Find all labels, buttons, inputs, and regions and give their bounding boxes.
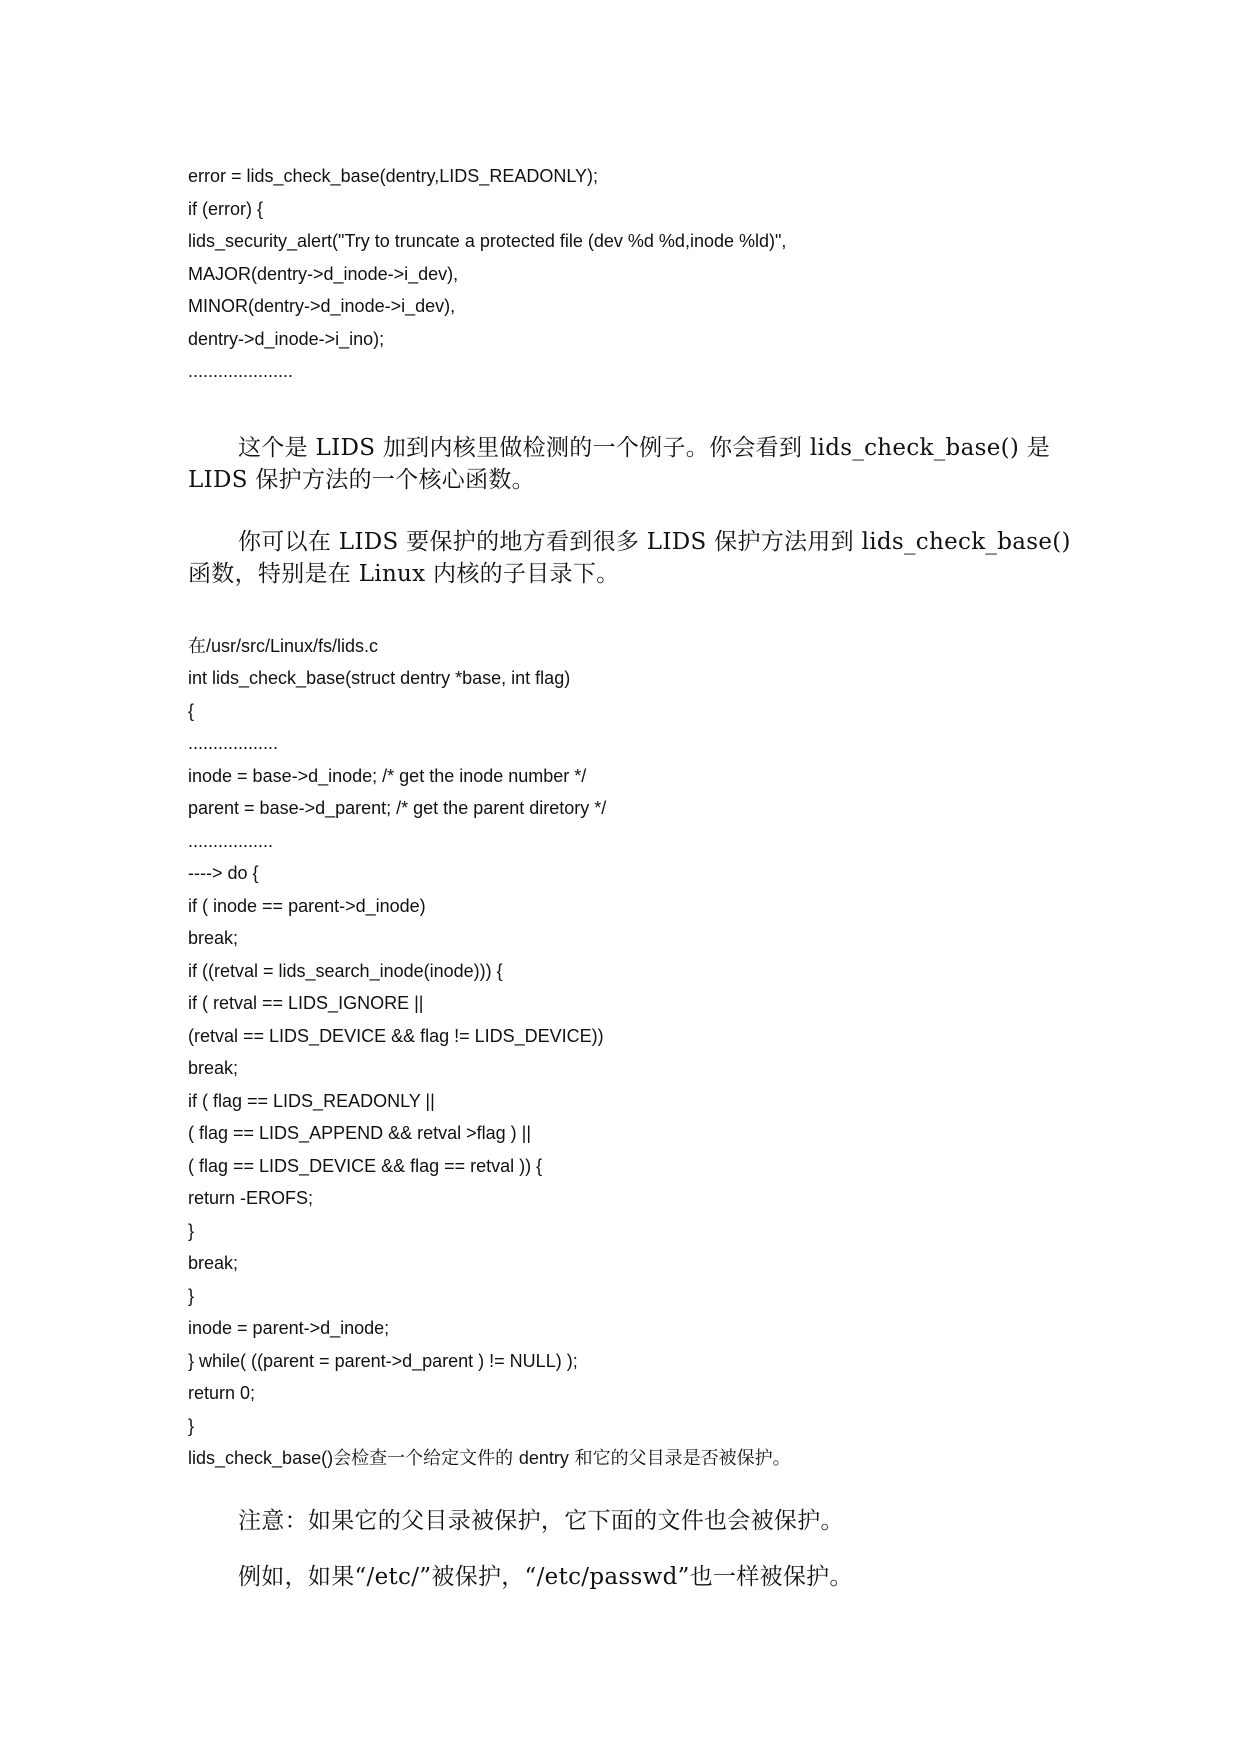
code-line: if ( retval == LIDS_IGNORE || — [188, 993, 424, 1013]
code-line: } — [188, 1415, 195, 1436]
code-line: break; — [188, 1058, 239, 1078]
dentry-term: dentry — [518, 1448, 569, 1468]
code-line: ................. — [188, 830, 274, 851]
code-line: return 0; — [188, 1383, 256, 1403]
summary-line — [188, 1442, 1088, 1475]
note-example-etc: 例如，如果“/etc/”被保护，“/etc/passwd”也一样被保护。 — [238, 1563, 853, 1590]
code-line: .................. — [188, 733, 279, 753]
paragraph-lids-check-base-usage: 你可以在 LIDS 要保护的地方看到很多 LIDS 保护方法用到 lids_check_base()函数，特别是在 Linux 内核的子目录下。 — [188, 528, 1071, 587]
code-line: ----> do { — [188, 863, 259, 883]
function-name: lids_check_base() — [188, 1448, 334, 1468]
code-line: int lids_check_base(struct dentry *base, int flag) — [188, 668, 571, 688]
code-line: MAJOR(dentry->d_inode->i_dev), — [188, 263, 459, 284]
paragraph-lids-example: 这个是 LIDS 加到内核里做检测的一个例子。你会看到 lids_check_base() 是 LIDS 保护方法的一个核心函数。 — [188, 434, 1051, 493]
code-line: lids_security_alert("Try to truncate a protected file (dev %d %d,inode %ld)", — [188, 231, 787, 251]
code-line: return -EROFS; — [188, 1188, 314, 1208]
code-line: if (error) { — [188, 198, 264, 219]
code-line: ( flag == LIDS_DEVICE && flag == retval )) { — [188, 1155, 543, 1176]
code-line: break; — [188, 928, 239, 948]
code-line: if ( inode == parent->d_inode) — [188, 895, 426, 916]
summary-text-a: 会检查一个给定文件的 — [333, 1448, 519, 1469]
code-line: dentry->d_inode->i_ino); — [188, 328, 385, 349]
code-line: } while( ((parent = parent->d_parent ) != NULL) ); — [188, 1350, 578, 1371]
code-block-lids-check-base — [188, 630, 1088, 1443]
summary-text-b: 和它的父目录是否被保护。 — [568, 1448, 791, 1469]
code-line: error = lids_check_base(dentry,LIDS_READONLY); — [188, 166, 599, 186]
code-line: break; — [188, 1253, 239, 1273]
code-line: parent = base->d_parent; /* get the parent diretory */ — [188, 798, 607, 818]
code-line: 在/usr/src/Linux/fs/lids.c — [188, 635, 379, 656]
code-line: } — [188, 1285, 195, 1306]
code-line: inode = parent->d_inode; — [188, 1318, 390, 1338]
code-line: MINOR(dentry->d_inode->i_dev), — [188, 296, 456, 316]
code-line: inode = base->d_inode; /* get the inode number */ — [188, 765, 587, 786]
code-line: { — [188, 700, 195, 721]
code-line: ( flag == LIDS_APPEND && retval >flag ) || — [188, 1123, 532, 1143]
code-line: (retval == LIDS_DEVICE && flag != LIDS_DEVICE)) — [188, 1025, 604, 1046]
code-block-call-example — [188, 160, 1088, 388]
code-line: if ( flag == LIDS_READONLY || — [188, 1090, 435, 1111]
code-line: if ((retval = lids_search_inode(inode))) { — [188, 960, 503, 981]
code-line: ..................... — [188, 361, 294, 381]
note-parent-protected: 注意：如果它的父目录被保护，它下面的文件也会被保护。 — [238, 1507, 844, 1534]
code-line: } — [188, 1220, 195, 1241]
document-content — [188, 160, 1088, 1593]
